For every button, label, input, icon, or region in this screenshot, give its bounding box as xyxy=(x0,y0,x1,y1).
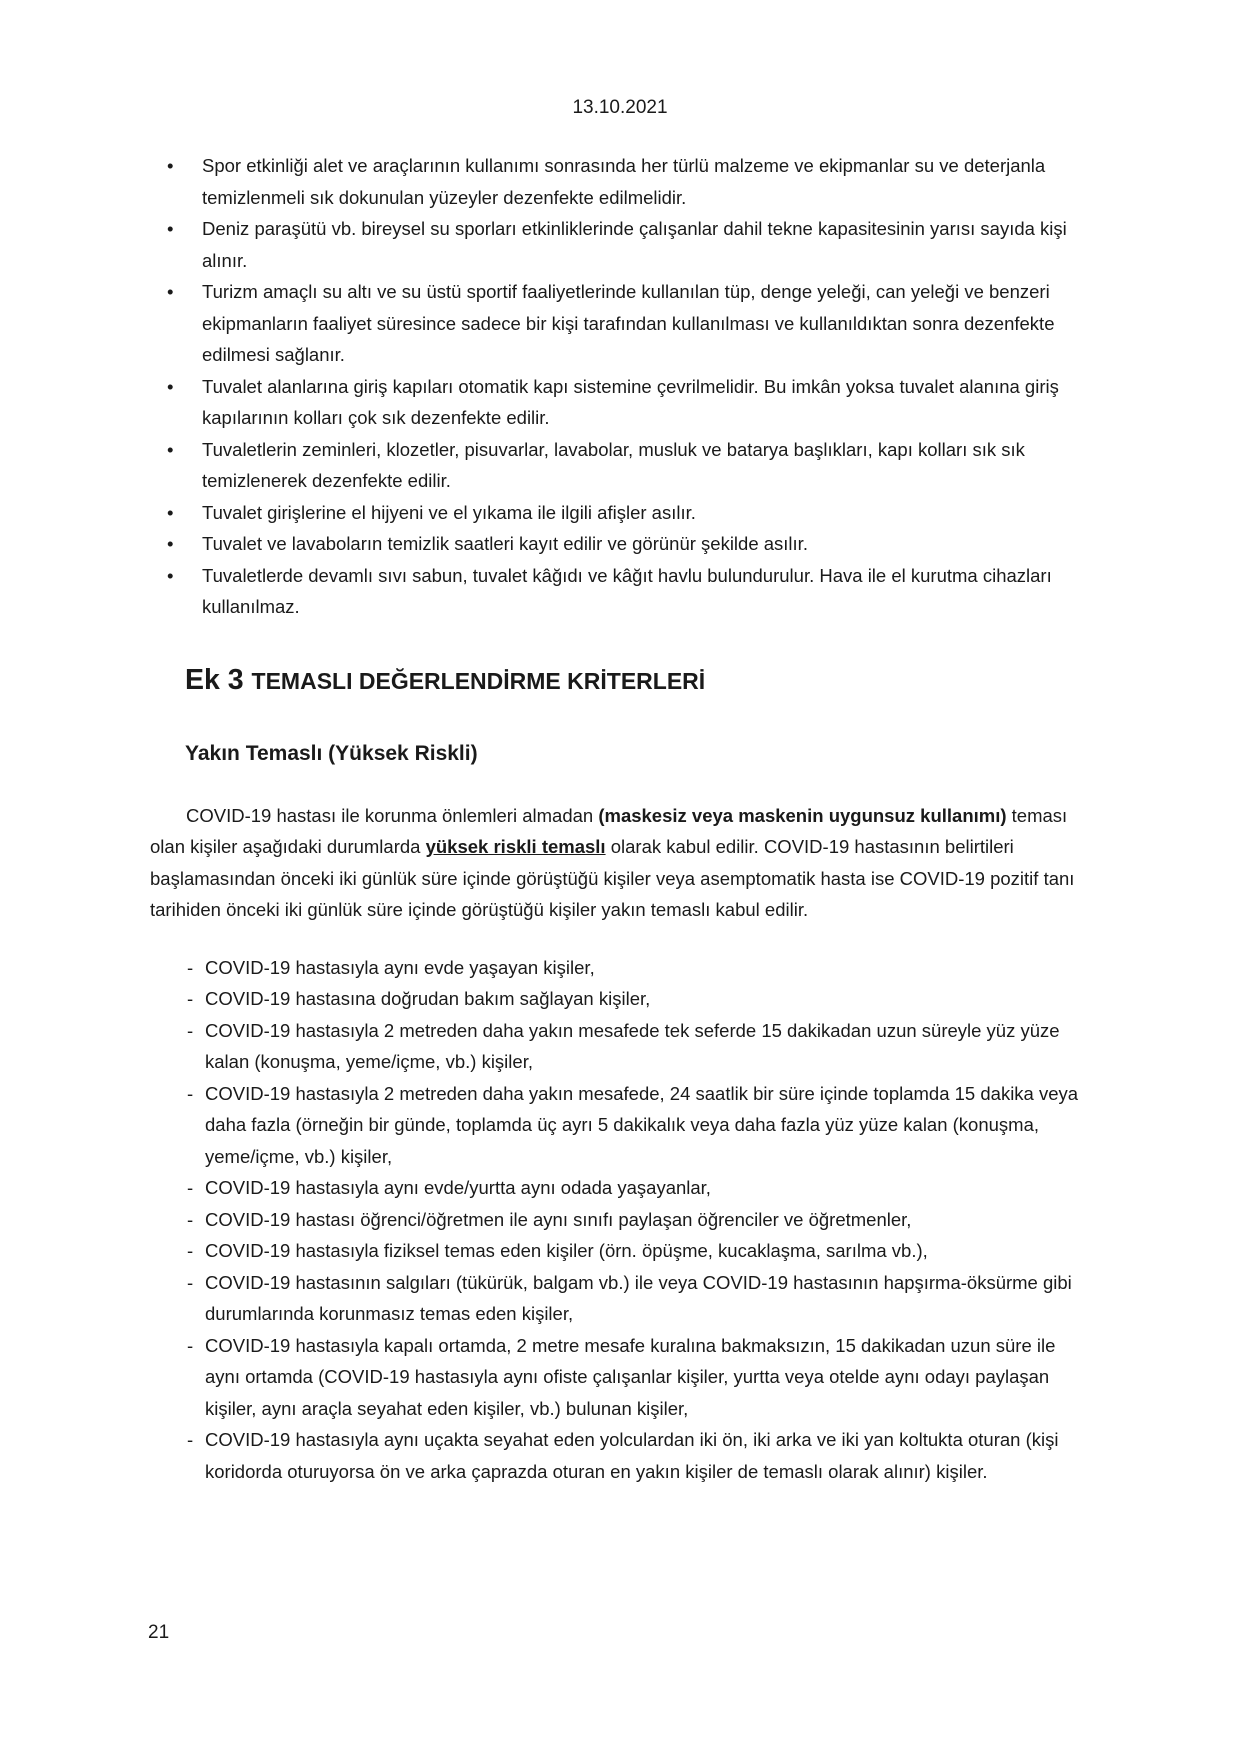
dash-list xyxy=(150,952,1090,1488)
bullet-icon: • xyxy=(167,533,174,554)
dash-item-text: COVID-19 hastasının salgıları (tükürük, balgam vb.) ile veya COVID-19 hastasının hapşırma-öksürme gibi durumlarında korunmasız temas eden kişiler, xyxy=(205,1271,1072,1324)
bullet-item-text: Tuvalet ve lavaboların temizlik saatleri kayıt edilir ve görünür şekilde asılır. xyxy=(202,533,808,554)
bullet-icon: • xyxy=(167,375,174,397)
dash-item-text: COVID-19 hastasıyla aynı evde yaşayan kişiler, xyxy=(205,956,595,978)
bullet-item xyxy=(150,371,1090,434)
dash-item-text: COVID-19 hastası öğrenci/öğretmen ile aynı sınıfı paylaşan öğrenciler ve öğretmenler, xyxy=(205,1208,912,1230)
section-heading xyxy=(185,663,1090,698)
bullet-item xyxy=(150,560,1090,623)
bullet-icon: • xyxy=(167,564,174,586)
page-number: 21 xyxy=(148,1622,170,1643)
dash-item xyxy=(150,1015,1090,1078)
dash-icon: - xyxy=(187,1082,194,1104)
paragraph-bold-underline-text: yüksek riskli temaslı xyxy=(425,836,606,857)
bullet-item-text: Spor etkinliği alet ve araçlarının kullanımı sonrasında her türlü malzeme ve ekipmanlar su ve deterjanla temizlenmeli sık dokunulan yüzeyler dezenfekte edilmelidir. xyxy=(202,155,1046,208)
section-heading-text: TEMASLI DEĞERLENDİRME KRİTERLERİ xyxy=(251,667,706,694)
dash-icon: - xyxy=(187,1334,194,1356)
dash-item xyxy=(150,1078,1090,1173)
dash-item xyxy=(150,1424,1090,1487)
bullet-item xyxy=(150,497,1090,529)
paragraph-text: olarak kabul edilir. COVID-19 hastasının belirtileri başlamasından önceki iki günlük süre içinde görüştüğü kişiler veya asemptomatik hasta ise COVID-19 pozitif tanı tarihiden önceki iki günlük süre içinde görüştüğü kişiler yakın temaslı kabul edilir. xyxy=(150,836,1075,920)
dash-item xyxy=(150,1330,1090,1425)
dash-item-text: COVID-19 hastasına doğrudan bakım sağlayan kişiler, xyxy=(205,988,651,1009)
dash-item xyxy=(150,983,1090,1015)
dash-item xyxy=(150,1204,1090,1236)
document-date: 13.10.2021 xyxy=(572,97,668,118)
bullet-list xyxy=(150,150,1090,623)
dash-item-text: COVID-19 hastasıyla fiziksel temas eden kişiler (örn. öpüşme, kucaklaşma, sarılma vb.), xyxy=(205,1240,928,1261)
section-heading-prefix: Ek 3 xyxy=(185,663,252,696)
bullet-item-text: Deniz paraşütü vb. bireysel su sporları etkinliklerinde çalışanlar dahil tekne kapasitesinin yarısı sayıda kişi alınır. xyxy=(202,218,1067,271)
bullet-icon: • xyxy=(167,438,174,460)
bullet-item xyxy=(150,276,1090,371)
bullet-icon: • xyxy=(167,218,174,239)
dash-icon: - xyxy=(187,1208,194,1230)
dash-item xyxy=(150,1267,1090,1330)
bullet-item-text: Turizm amaçlı su altı ve su üstü sportif faaliyetlerinde kullanılan tüp, denge yeleği, can yeleği ve benzeri ekipmanların faaliyet süresince sadece bir kişi tarafından kullanılması ve kullanıldıktan sonra dezenfekte edilmesi sağlanır. xyxy=(202,281,1055,365)
dash-icon: - xyxy=(187,1240,194,1261)
dash-icon: - xyxy=(187,956,194,978)
dash-item xyxy=(150,1235,1090,1267)
bullet-item-text: Tuvalet alanlarına giriş kapıları otomatik kapı sistemine çevrilmelidir. Bu imkân yoksa tuvalet alanına giriş kapılarının kolları çok sık dezenfekte edilir. xyxy=(202,375,1059,428)
intro-paragraph xyxy=(150,800,1090,926)
dash-icon: - xyxy=(187,1019,194,1041)
dash-item-text: COVID-19 hastasıyla aynı evde/yurtta aynı odada yaşayanlar, xyxy=(205,1177,711,1198)
bullet-item-text: Tuvaletlerin zeminleri, klozetler, pisuvarlar, lavabolar, musluk ve batarya başlıkları, kapı kolları sık sık temizlenerek dezenfekte edilir. xyxy=(202,438,1025,491)
bullet-item xyxy=(150,434,1090,497)
dash-item-text: COVID-19 hastasıyla kapalı ortamda, 2 metre mesafe kuralına bakmaksızın, 15 dakikadan uzun süre ile aynı ortamda (COVID-19 hastasıyla aynı ofiste çalışanlar kişiler, yurtta veya otelde aynı odayı paylaşan kişiler, aynı araçla seyahat eden kişiler, vb.) bulunan kişiler, xyxy=(205,1334,1056,1419)
bullet-item xyxy=(150,528,1090,560)
dash-item xyxy=(150,952,1090,984)
bullet-item-text: Tuvaletlerde devamlı sıvı sabun, tuvalet kâğıdı ve kâğıt havlu bulundurulur. Hava ile el kurutma cihazları kullanılmaz. xyxy=(202,564,1052,617)
bullet-icon: • xyxy=(167,501,174,523)
subsection-heading: Yakın Temaslı (Yüksek Riskli) xyxy=(185,741,478,765)
dash-icon: - xyxy=(187,988,194,1009)
bullet-icon: • xyxy=(167,155,174,176)
dash-item xyxy=(150,1172,1090,1204)
bullet-item-text: Tuvalet girişlerine el hijyeni ve el yıkama ile ilgili afişler asılır. xyxy=(202,501,696,523)
paragraph-bold-text: (maskesiz veya maskenin uygunsuz kullanımı) xyxy=(598,804,1007,826)
bullet-item xyxy=(150,150,1090,213)
dash-item-text: COVID-19 hastasıyla aynı uçakta seyahat eden yolculardan iki ön, iki arka ve iki yan koltukta oturan (kişi koridorda oturuyorsa ön ve arka çaprazda oturan en yakın kişiler de temaslı olarak alınır) kişiler. xyxy=(205,1429,1059,1482)
bullet-item xyxy=(150,213,1090,276)
dash-icon: - xyxy=(187,1177,194,1198)
dash-item-text: COVID-19 hastasıyla 2 metreden daha yakın mesafede tek seferde 15 dakikadan uzun süreyle yüz yüze kalan (konuşma, yeme/içme, vb.) kişiler, xyxy=(205,1019,1060,1072)
dash-icon: - xyxy=(187,1271,194,1293)
paragraph-text: teması olan kişiler aşağıdaki durumlarda xyxy=(150,804,1068,857)
dash-icon: - xyxy=(187,1429,194,1450)
dash-item-text: COVID-19 hastasıyla 2 metreden daha yakın mesafede, 24 saatlik bir süre içinde toplamda 15 dakika veya daha fazla (örneğin bir günde, toplamda üç ayrı 5 dakikalık veya daha fazla yüz yüze kalan (konuşma, yeme/içme, vb.) kişiler, xyxy=(205,1082,1079,1167)
paragraph-text: COVID-19 hastası ile korunma önlemleri almadan xyxy=(186,804,599,826)
bullet-icon: • xyxy=(167,281,174,302)
